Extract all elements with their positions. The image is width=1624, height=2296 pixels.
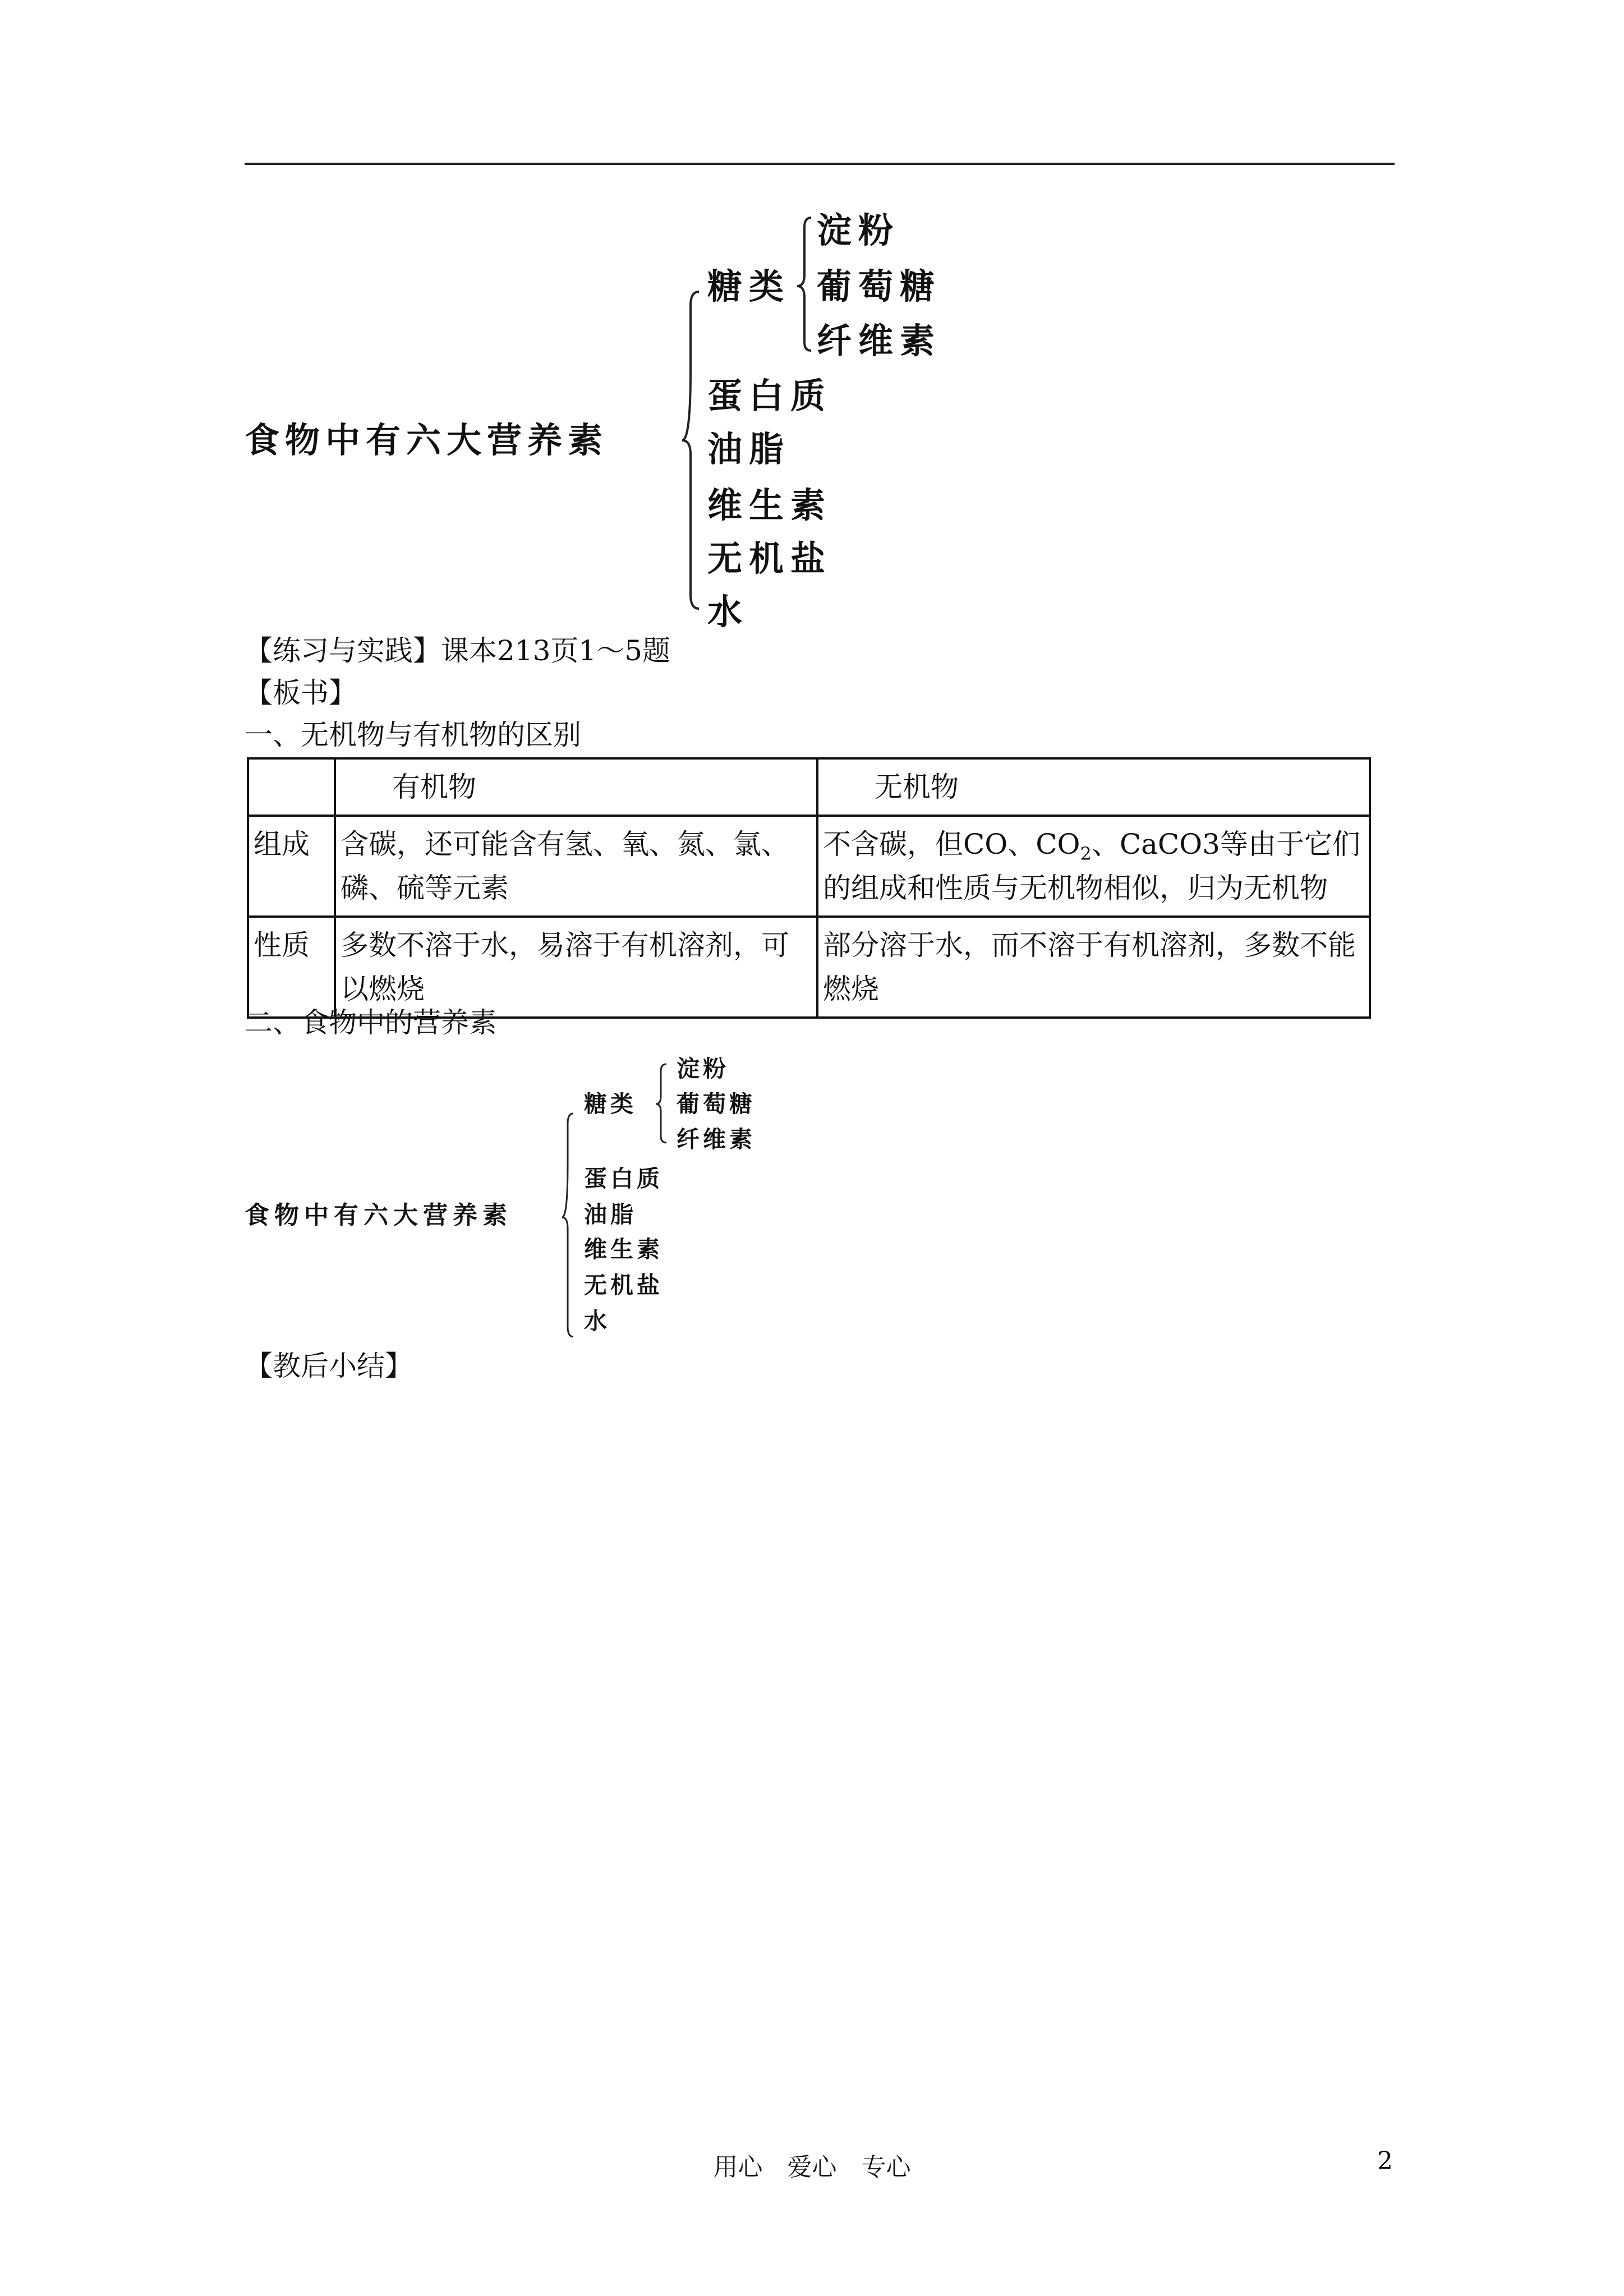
diagram-sugar: 糖类 bbox=[707, 266, 791, 307]
diagram-sugar-child: 淀粉 bbox=[817, 210, 900, 251]
cell-organic-property: 多数不溶于水，易溶于有机溶剂，可以燃烧 bbox=[335, 917, 817, 1018]
practice-line: 【练习与实践】课本213页1～5题 bbox=[245, 634, 671, 667]
nutrient-diagram-small bbox=[245, 1057, 806, 1349]
section-heading-2: 二、食物中的营养素 bbox=[245, 1006, 497, 1039]
nutrient-diagram-large bbox=[245, 208, 1030, 632]
page-number: 2 bbox=[1377, 2147, 1393, 2175]
diagram-root: 食物中有六大营养素 bbox=[245, 1201, 512, 1230]
diagram-sugar-child: 葡萄糖 bbox=[677, 1091, 756, 1117]
diagram-root: 食物中有六大营养素 bbox=[245, 420, 609, 461]
column-header-organic: 有机物 bbox=[335, 758, 817, 816]
header-rule bbox=[245, 163, 1395, 165]
diagram-item: 蛋白质 bbox=[707, 375, 832, 416]
diagram-item: 油脂 bbox=[584, 1201, 637, 1228]
diagram-item: 水 bbox=[707, 591, 749, 632]
diagram-item: 油脂 bbox=[707, 429, 791, 470]
page-footer: 用心 爱心 专心 bbox=[713, 2153, 911, 2182]
cell-inorganic-property: 部分溶于水，而不溶于有机溶剂，多数不能燃烧 bbox=[817, 917, 1370, 1018]
row-label-property: 性质 bbox=[248, 917, 335, 1018]
diagram-item: 无机盐 bbox=[707, 538, 832, 579]
summary-heading: 【教后小结】 bbox=[245, 1350, 413, 1382]
diagram-item: 维生素 bbox=[584, 1236, 663, 1263]
board-heading: 【板书】 bbox=[245, 677, 357, 709]
diagram-sugar-child: 葡萄糖 bbox=[817, 266, 942, 307]
diagram-item: 无机盐 bbox=[584, 1272, 663, 1299]
cell-organic-composition: 含碳，还可能含有氢、氧、氮、氯、磷、硫等元素 bbox=[335, 816, 817, 917]
table-corner bbox=[248, 758, 335, 816]
diagram-sugar-child: 纤维素 bbox=[677, 1126, 756, 1153]
cell-inorganic-composition: 不含碳，但CO、$CO_2$、CaCO3等由于它们的组成和性质与无机物相似，归为无机物 bbox=[817, 816, 1370, 917]
diagram-sugar-child: 淀粉 bbox=[677, 1055, 729, 1082]
diagram-item: 蛋白质 bbox=[584, 1165, 663, 1192]
diagram-item: 维生素 bbox=[707, 485, 832, 526]
row-label-composition: 组成 bbox=[248, 816, 335, 917]
diagram-sugar-child: 纤维素 bbox=[817, 320, 942, 361]
diagram-item: 水 bbox=[584, 1308, 610, 1335]
diagram-sugar: 糖类 bbox=[584, 1091, 637, 1117]
column-header-inorganic: 无机物 bbox=[817, 758, 1370, 816]
comparison-table bbox=[247, 757, 1371, 1019]
section-heading-1: 一、无机物与有机物的区别 bbox=[245, 719, 581, 751]
